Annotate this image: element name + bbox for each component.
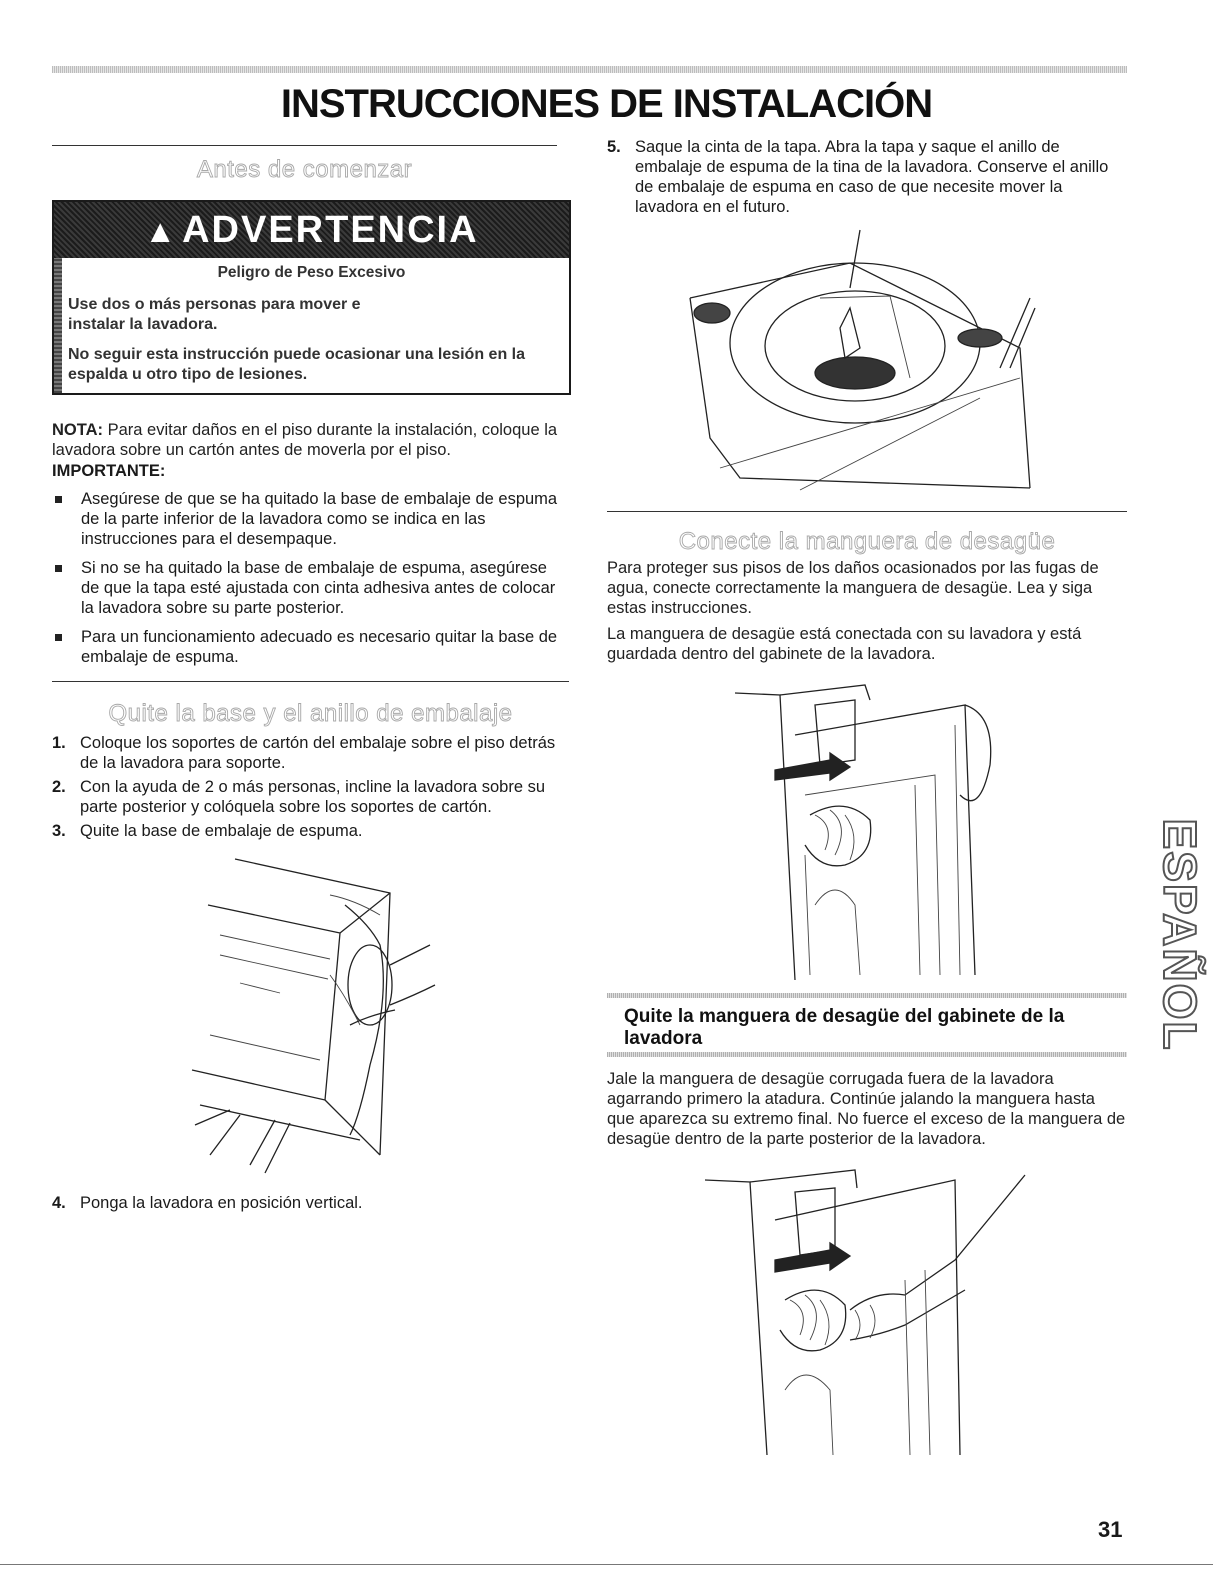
washer-top-illustration: [680, 228, 1055, 498]
section-heading-quite-base: Quite la base y el anillo de embalaje: [108, 700, 513, 727]
step-2: 2. Con la ayuda de 2 o más personas, incline la lavadora sobre su parte posterior y colóquela sobre los soportes de cartón.: [52, 778, 546, 816]
list-item: Si no se ha quitado la base de embalaje de espuma, asegúrese de que la tapa esté ajustada con cinta adhesiva antes de colocar la lavadora sobre su parte posterior.: [53, 558, 568, 618]
warning-header: [54, 202, 569, 258]
section-divider: [52, 145, 557, 146]
warning-line-1: Use dos o más personas para mover e instalar la lavadora.: [68, 296, 361, 333]
subheading-remove-hose: Quite la manguera de desagüe del gabinete de la lavadora: [624, 1006, 1065, 1049]
washer-back-hose-illustration: [735, 675, 1000, 985]
warning-line-2: No seguir esta instrucción puede ocasionar una lesión en la espalda u otro tipo de lesiones.: [68, 346, 526, 383]
note-text: Para evitar daños en el piso durante la instalación, coloque la lavadora sobre un cartón antes de moverla por el piso.: [52, 421, 558, 459]
subheading-band-bottom: [607, 1052, 1127, 1057]
warning-subtitle: Peligro de Peso Excesivo: [217, 264, 406, 281]
step-5: 5. Saque la cinta de la tapa. Abra la tapa y saque el anillo de embalaje de espuma de la tina de la lavadora. Conserve el anillo de embalaje de espuma en caso de que necesite mover la lavadora en el futuro.: [607, 138, 1109, 216]
section-heading-antes: Antes de comenzar: [196, 156, 413, 183]
page-number: 31: [1098, 1517, 1123, 1542]
bullet-icon: [55, 634, 62, 641]
paragraph-pull-hose: Jale la manguera de desagüe corrugada fuera de la lavadora agarrando primero la atadura. Continúe jalando la manguera hasta que aparezca su extremo final. No fuerce el exceso de la manguera de desagüe dentro de la parte posterior de la lavadora.: [607, 1070, 1126, 1148]
paragraph-protect: Para proteger sus pisos de los daños ocasionados por las fugas de agua, conecte correctamente la manguera de desagüe. Lea y siga estas instrucciones.: [607, 559, 1099, 617]
note-label: NOTA:: [52, 421, 104, 439]
step-1: 1. Coloque los soportes de cartón del embalaje sobre el piso detrás de la lavadora para soporte.: [52, 734, 556, 772]
hand-pulling-hose-illustration: [705, 1160, 1040, 1460]
page-title: INSTRUCCIONES DE INSTALACIÓN: [280, 82, 933, 126]
section-divider: [52, 681, 569, 682]
top-decorative-bar: [52, 66, 1127, 73]
paragraph-hose-location: La manguera de desagüe está conectada con su lavadora y está guardada dentro del gabinete de la lavadora.: [607, 625, 1082, 663]
warning-triangle-icon: ▲: [144, 213, 179, 249]
list-item: Para un funcionamiento adecuado es necesario quitar la base de embalaje de espuma.: [53, 627, 568, 667]
section-divider: [607, 511, 1127, 512]
language-side-tab: [1152, 815, 1208, 1055]
step-4: 4. Ponga la lavadora en posición vertical.: [52, 1194, 363, 1212]
language-tab-label: ESPAÑOL: [1154, 818, 1206, 1052]
note-paragraph: [52, 420, 572, 460]
bottom-rule: [0, 1564, 1213, 1565]
bullet-icon: [55, 565, 62, 572]
important-label: IMPORTANTE:: [52, 462, 166, 480]
list-item: Asegúrese de que se ha quitado la base de embalaje de espuma de la parte inferior de la lavadora como se indica en las instrucciones para el desempaque.: [53, 489, 568, 549]
warning-box: [52, 200, 571, 395]
warning-header-text: ADVERTENCIA: [182, 209, 479, 251]
bullet-icon: [55, 496, 62, 503]
washer-tilted-illustration: [180, 855, 450, 1175]
subheading-band-top: [607, 993, 1127, 998]
section-heading-manguera: Conecte la manguera de desagüe: [678, 528, 1056, 555]
step-3: 3. Quite la base de embalaje de espuma.: [52, 822, 363, 840]
